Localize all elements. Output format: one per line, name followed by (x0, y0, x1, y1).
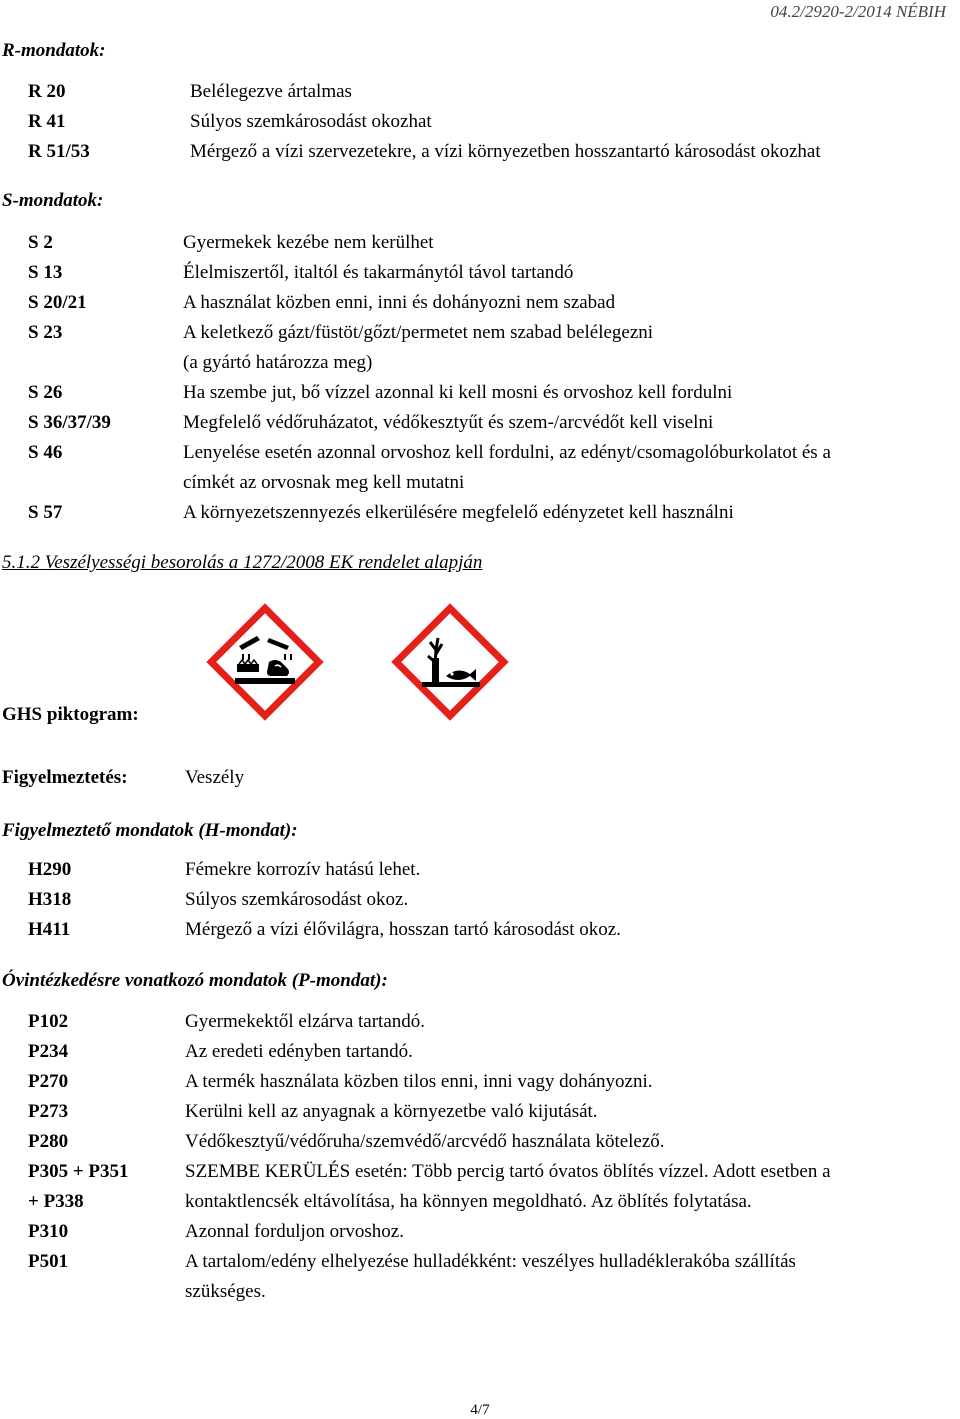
s-phrase-text: A keletkező gázt/füstöt/gőzt/permetet nem szabad belélegezni (183, 322, 654, 343)
r-phrase-text: Súlyos szemkárosodást okozhat (190, 111, 432, 132)
p-statement-text: kontaktlencsék eltávolítása, ha könnyen megoldható. Az öblítés folytatása. (185, 1191, 752, 1212)
s-phrase-row (0, 228, 960, 258)
s-phrase-code: S 57 (28, 502, 63, 523)
s-phrase-list (0, 228, 960, 528)
p-statement-row (0, 1097, 960, 1127)
p-statement-row (0, 1217, 960, 1247)
p-statement-code: P102 (28, 1011, 69, 1032)
p-statement-code: P310 (28, 1221, 69, 1242)
h-statement-code: H411 (28, 919, 71, 940)
s-phrase-row (0, 468, 960, 498)
s-phrase-row (0, 438, 960, 468)
p-statement-text: SZEMBE KERÜLÉS esetén: Több percig tartó óvatos öblítés vízzel. Adott esetben a (185, 1161, 831, 1182)
signal-word-value: Veszély (185, 767, 245, 788)
r-phrase-code: R 41 (28, 111, 66, 132)
ghs-pictograms (205, 602, 495, 722)
s-phrase-text: címkét az orvosnak meg kell mutatni (183, 472, 465, 493)
p-statement-row (0, 1127, 960, 1157)
p-statement-text: Gyermekektől elzárva tartandó. (185, 1011, 426, 1032)
s-phrase-row (0, 288, 960, 318)
h-statement-text: Súlyos szemkárosodást okoz. (185, 889, 409, 910)
r-phrase-row (0, 137, 960, 167)
h-statement-row (0, 855, 960, 885)
s-phrase-row (0, 408, 960, 438)
s-phrase-code: S 20/21 (28, 292, 87, 313)
h-statement-text: Mérgező a vízi élővilágra, hosszan tartó károsodást okoz. (185, 919, 621, 940)
r-phrase-code: R 20 (28, 81, 66, 102)
s-phrase-text: Élelmiszertől, italtól és takarmánytól távol tartandó (183, 262, 574, 283)
s-phrase-code: S 36/37/39 (28, 412, 111, 433)
p-statement-row (0, 1247, 960, 1277)
p-statement-code: P501 (28, 1251, 69, 1272)
s-section-title: S-mondatok: (2, 190, 104, 211)
s-phrase-code: S 46 (28, 442, 63, 463)
s-phrase-row (0, 348, 960, 378)
r-phrase-text: Mérgező a vízi szervezetekre, a vízi környezetben hosszantartó károsodást okozhat (190, 141, 821, 162)
h-statement-row (0, 915, 960, 945)
s-phrase-code: S 23 (28, 322, 63, 343)
p-statement-text: A tartalom/edény elhelyezése hulladékként: veszélyes hulladéklerakóba szállítás (185, 1251, 796, 1272)
p-statement-text: Védőkesztyű/védőruha/szemvédő/arcvédő használata kötelező. (185, 1131, 665, 1152)
page-number: 4/7 (470, 1402, 490, 1418)
r-phrase-row (0, 107, 960, 137)
ghs-corrosion-icon (205, 602, 325, 722)
p-statement-code: P305 + P351 (28, 1161, 129, 1182)
s-phrase-code: S 2 (28, 232, 53, 253)
signal-word-label: Figyelmeztetés: (2, 767, 128, 788)
p-statement-row (0, 1067, 960, 1097)
p-statement-list (0, 1007, 960, 1307)
p-statement-row (0, 1277, 960, 1307)
classification-heading: 5.1.2 Veszélyességi besorolás a 1272/2008 EK rendelet alapján (2, 552, 483, 573)
s-phrase-text: A használat közben enni, inni és dohányozni nem szabad (183, 292, 616, 313)
p-statement-code: P234 (28, 1041, 69, 1062)
s-phrase-row (0, 258, 960, 288)
s-phrase-row (0, 318, 960, 348)
r-phrase-text: Belélegezve ártalmas (190, 81, 352, 102)
p-statement-text: Az eredeti edényben tartandó. (185, 1041, 413, 1062)
p-statement-row (0, 1037, 960, 1067)
s-phrase-text: Megfelelő védőruházatot, védőkesztyűt és szem-/arcvédőt kell viselni (183, 412, 714, 433)
p-statement-text: Kerülni kell az anyagnak a környezetbe való kijutását. (185, 1101, 598, 1122)
h-statement-row (0, 885, 960, 915)
p-statement-code: + P338 (28, 1191, 84, 1212)
s-phrase-code: S 26 (28, 382, 63, 403)
h-statement-code: H290 (28, 859, 72, 880)
r-phrase-code: R 51/53 (28, 141, 90, 162)
p-statement-code: P280 (28, 1131, 69, 1152)
p-section-title: Óvintézkedésre vonatkozó mondatok (P-mondat): (2, 970, 388, 991)
h-statement-list (0, 855, 960, 945)
p-statement-code: P270 (28, 1071, 69, 1092)
s-phrase-row (0, 378, 960, 408)
p-statement-row (0, 1157, 960, 1187)
s-phrase-text: A környezetszennyezés elkerülésére megfelelő edényzetet kell használni (183, 502, 734, 523)
h-statement-code: H318 (28, 889, 72, 910)
h-section-title: Figyelmeztető mondatok (H-mondat): (2, 820, 298, 841)
p-statement-row (0, 1187, 960, 1217)
s-phrase-code: S 13 (28, 262, 63, 283)
r-phrase-row (0, 77, 960, 107)
p-statement-text: szükséges. (185, 1281, 266, 1302)
document-reference: 04.2/2920-2/2014 NÉBIH (770, 2, 946, 21)
s-phrase-text: Gyermekek kezébe nem kerülhet (183, 232, 434, 253)
r-section-title: R-mondatok: (2, 40, 106, 61)
p-statement-text: A termék használata közben tilos enni, inni vagy dohányozni. (185, 1071, 653, 1092)
p-statement-code: P273 (28, 1101, 69, 1122)
s-phrase-text: Ha szembe jut, bő vízzel azonnal ki kell mosni és orvoshoz kell fordulni (183, 382, 733, 403)
h-statement-text: Fémekre korrozív hatású lehet. (185, 859, 421, 880)
r-phrase-list (0, 77, 960, 167)
ghs-pictogram-label: GHS piktogram: (2, 704, 139, 725)
p-statement-text: Azonnal forduljon orvoshoz. (185, 1221, 404, 1242)
ghs-environment-icon (390, 602, 510, 722)
p-statement-row (0, 1007, 960, 1037)
s-phrase-text: Lenyelése esetén azonnal orvoshoz kell fordulni, az edényt/csomagolóburkolatot és a (183, 442, 831, 463)
s-phrase-text: (a gyártó határozza meg) (183, 352, 373, 373)
s-phrase-row (0, 498, 960, 528)
